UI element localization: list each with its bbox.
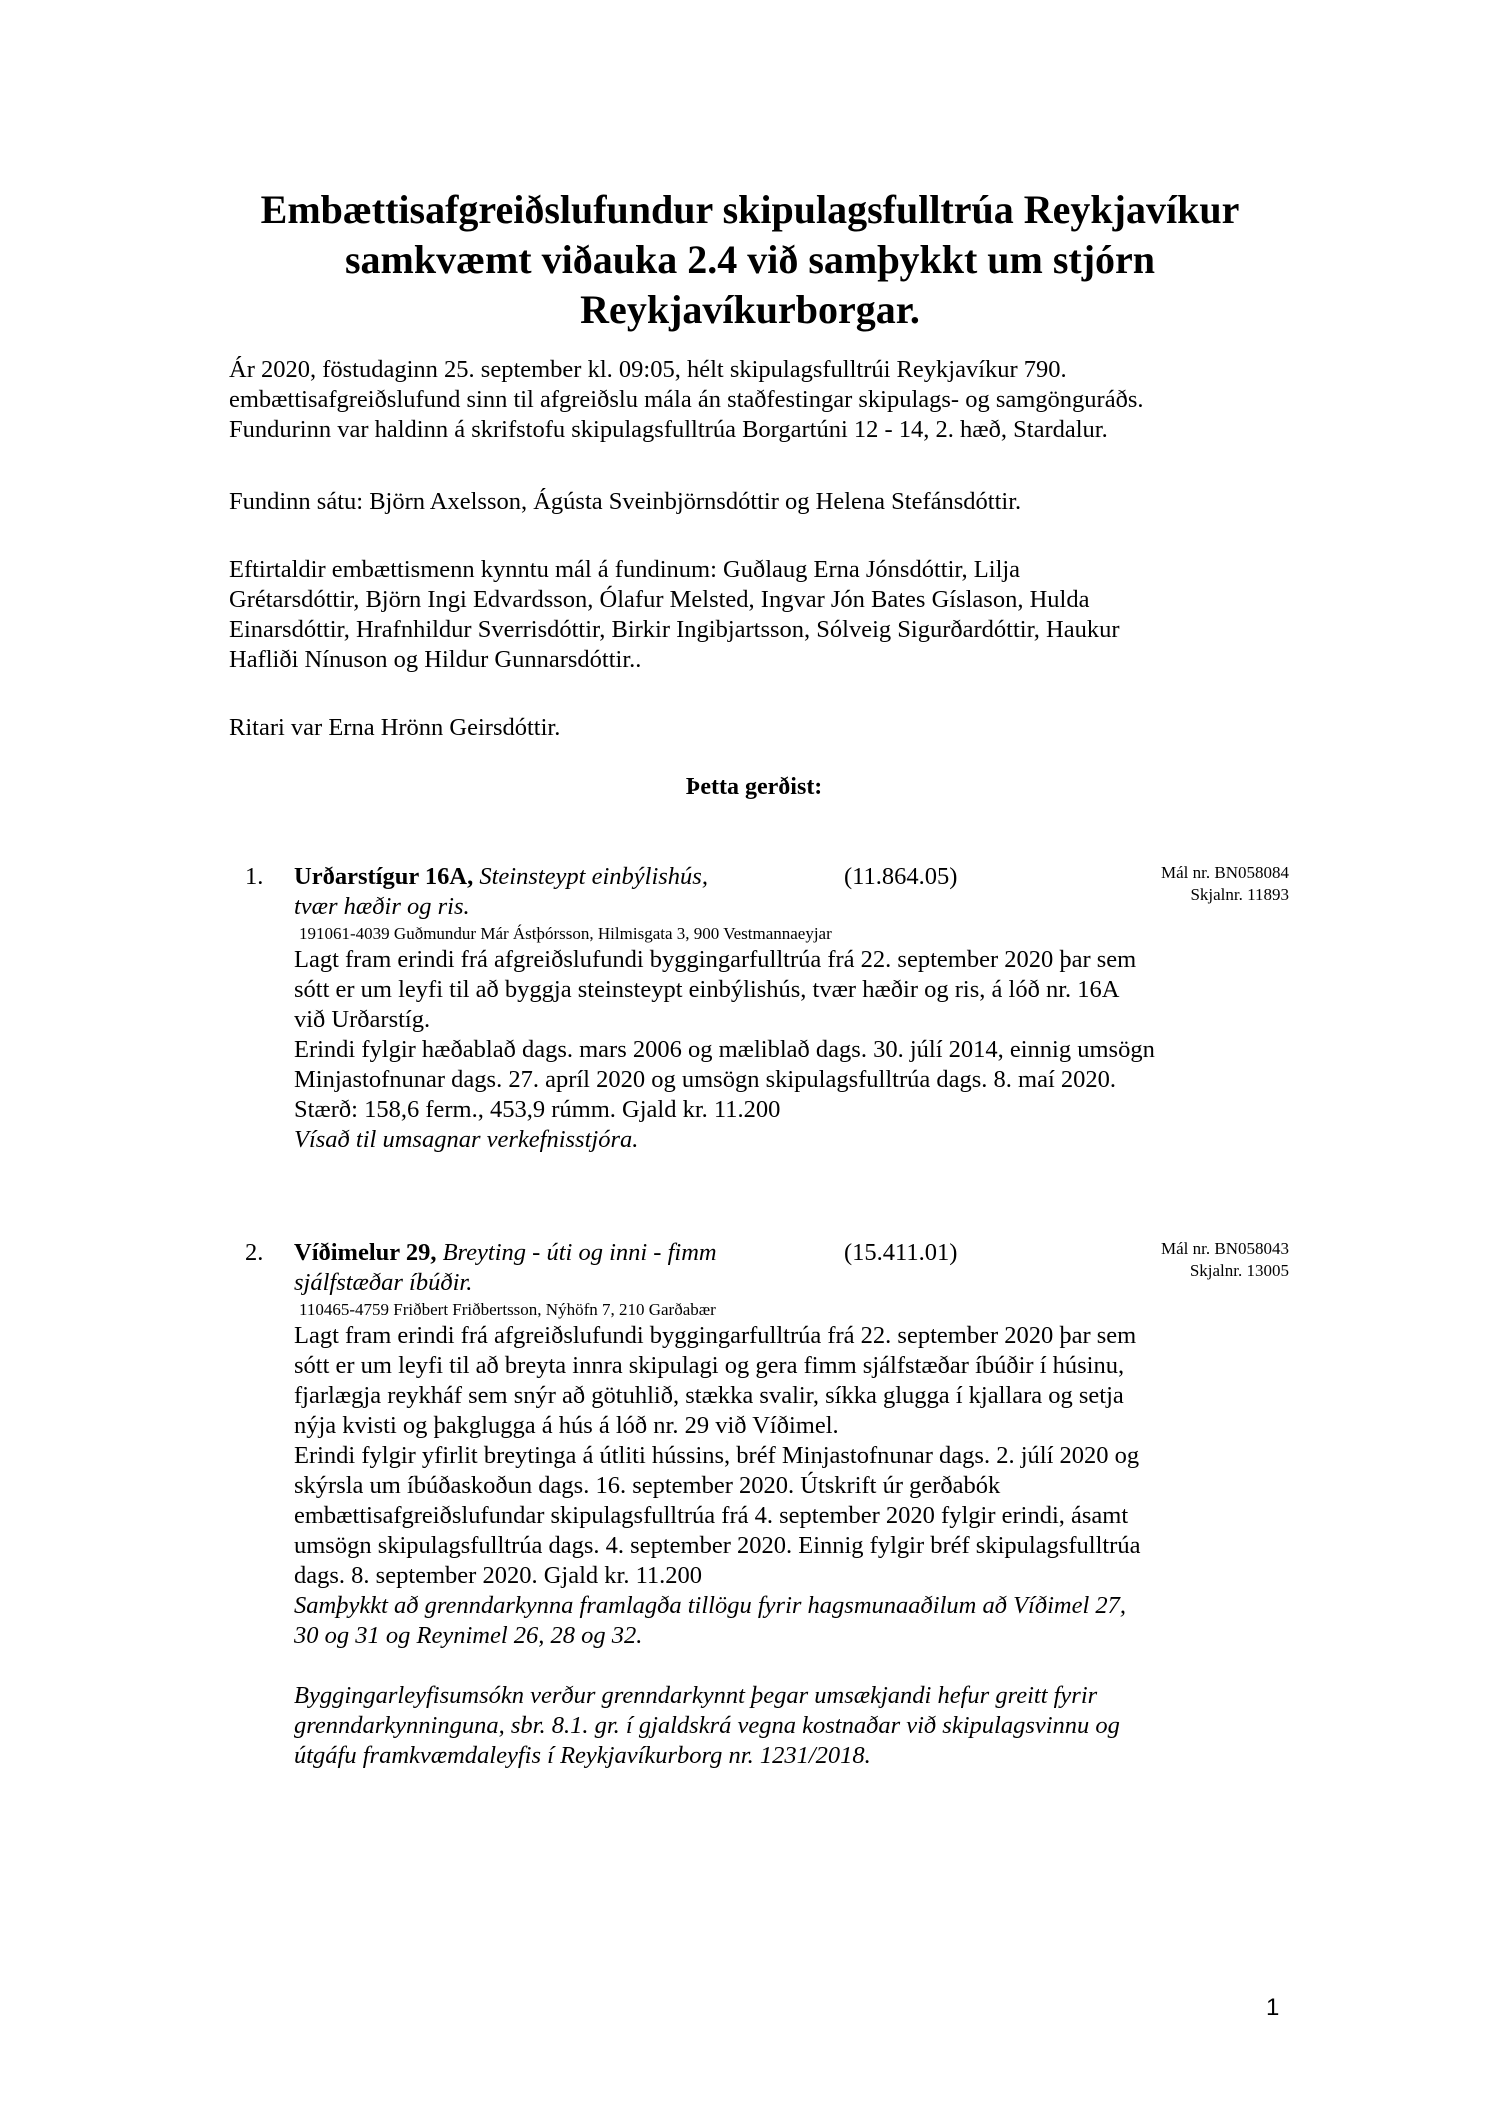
case-owner: 191061-4039 Guðmundur Már Ástþórsson, Hilmisgata 3, 900 Vestmannaeyjar	[299, 924, 832, 943]
case-line: Erindi fylgir hæðablað dags. mars 2006 og mæliblað dags. 30. júlí 2014, einnig umsögn	[294, 1036, 1155, 1063]
case-no: Mál nr. BN058084	[1161, 863, 1289, 882]
title-line: samkvæmt viðauka 2.4 við samþykkt um stjórn	[344, 237, 1156, 282]
case-no: Mál nr. BN058043	[1161, 1239, 1289, 1258]
case-line: sótt er um leyfi til að breyta innra skipulagi og gera fimm sjálfstæðar íbúðir í húsinu,	[294, 1352, 1125, 1379]
case-line: skýrsla um íbúðaskoðun dags. 16. september 2020. Útskrift úr gerðabók	[294, 1472, 1001, 1499]
secretary-paragraph: Ritari var Erna Hrönn Geirsdóttir.	[229, 714, 561, 741]
case-line: Stærð: 158,6 ferm., 453,9 rúmm. Gjald kr. 11.200	[294, 1096, 781, 1123]
case-address: Urðarstígur 16A,	[294, 863, 474, 890]
case-address: Víðimelur 29,	[294, 1239, 437, 1266]
intro-line: Ár 2020, föstudaginn 25. september kl. 09:05, hélt skipulagsfulltrúi Reykjavíkur 790.	[229, 356, 1067, 383]
case-decision: 30 og 31 og Reynimel 26, 28 og 32.	[294, 1622, 643, 1649]
officials-line: Eftirtaldir embættismenn kynntu mál á fundinum: Guðlaug Erna Jónsdóttir, Lilja	[229, 556, 1021, 583]
case-line: Minjastofnunar dags. 27. apríl 2020 og umsögn skipulagsfulltrúa dags. 8. maí 2020.	[294, 1066, 1117, 1093]
case-land-number: (15.411.01)	[844, 1239, 958, 1266]
intro-paragraph	[229, 355, 1309, 445]
case-reference	[1161, 1238, 1289, 1282]
case-description: Steinsteypt einbýlishús,	[479, 863, 708, 890]
spacer	[294, 1651, 1284, 1681]
case-line: Lagt fram erindi frá afgreiðslufundi byggingarfulltrúa frá 22. september 2020 þar sem	[294, 946, 1137, 973]
page-number: 1	[1266, 1994, 1280, 2021]
case-line: dags. 8. september 2020. Gjald kr. 11.200	[294, 1562, 703, 1589]
case-line: Lagt fram erindi frá afgreiðslufundi byggingarfulltrúa frá 22. september 2020 þar sem	[294, 1322, 1137, 1349]
doc-no: Skjalnr. 13005	[1189, 1261, 1289, 1280]
officials-paragraph	[229, 555, 1309, 675]
case-description: sjálfstæðar íbúðir.	[294, 1269, 473, 1296]
title-line: Reykjavíkurborgar.	[580, 287, 920, 332]
case-body	[294, 1321, 1284, 1771]
officials-line: Grétarsdóttir, Björn Ingi Edvardsson, Ólafur Melsted, Ingvar Jón Bates Gíslason, Hulda	[229, 586, 1090, 613]
case-line: fjarlægja reykháf sem snýr að götuhlið, stækka svalir, síkka glugga í kjallara og setja	[294, 1382, 1124, 1409]
intro-line: Fundurinn var haldinn á skrifstofu skipulagsfulltrúa Borgartúni 12 - 14, 2. hæð, Stardalur.	[229, 416, 1108, 443]
case-number: 1.	[245, 863, 264, 890]
case-body	[294, 945, 1284, 1155]
case-line: Erindi fylgir yfirlit breytinga á útliti hússins, bréf Minjastofnunar dags. 2. júlí 2020 og	[294, 1442, 1140, 1469]
officials-line: Einarsdóttir, Hrafnhildur Sverrisdóttir, Birkir Ingibjartsson, Sólveig Sigurðardóttir, Haukur	[229, 616, 1120, 643]
case-note: grenndarkynninguna, sbr. 8.1. gr. í gjaldskrá vegna kostnaðar við skipulagsvinnu og	[294, 1712, 1120, 1739]
section-heading: Þetta gerðist:	[685, 774, 823, 800]
title-line: Embættisafgreiðslufundur skipulagsfulltrúa Reykjavíkur	[260, 187, 1240, 232]
case-line: sótt er um leyfi til að byggja steinsteypt einbýlishús, tvær hæðir og ris, á lóð nr. 16A	[294, 976, 1120, 1003]
case-note: útgáfu framkvæmdaleyfis í Reykjavíkurborg nr. 1231/2018.	[294, 1742, 871, 1769]
attendees-paragraph: Fundinn sátu: Björn Axelsson, Ágústa Sveinbjörnsdóttir og Helena Stefánsdóttir.	[229, 488, 1022, 515]
page-title	[220, 185, 1280, 335]
case-line: við Urðarstíg.	[294, 1006, 431, 1033]
case-description: Breyting - úti og inni - fimm	[442, 1239, 717, 1266]
case-decision: Samþykkt að grenndarkynna framlagða tillögu fyrir hagsmunaaðilum að Víðimel 27,	[294, 1592, 1127, 1619]
case-note: Byggingarleyfisumsókn verður grenndarkynnt þegar umsækjandi hefur greitt fyrir	[294, 1682, 1098, 1709]
case-reference	[1161, 862, 1289, 906]
case-land-number: (11.864.05)	[844, 863, 958, 890]
case-line: embættisafgreiðslufundar skipulagsfulltrúa frá 4. september 2020 fylgir erindi, ásamt	[294, 1502, 1129, 1529]
case-number: 2.	[245, 1239, 264, 1266]
case-heading	[294, 862, 794, 922]
case-line: umsögn skipulagsfulltrúa dags. 4. september 2020. Einnig fylgir bréf skipulagsfulltrúa	[294, 1532, 1141, 1559]
case-owner: 110465-4759 Friðbert Friðbertsson, Nýhöfn 7, 210 Garðabær	[299, 1300, 716, 1319]
case-heading	[294, 1238, 794, 1298]
case-description: tvær hæðir og ris.	[294, 893, 470, 920]
intro-line: embættisafgreiðslufund sinn til afgreiðslu mála án staðfestingar skipulags- og samgönguráðs.	[229, 386, 1144, 413]
case-decision: Vísað til umsagnar verkefnisstjóra.	[294, 1126, 639, 1153]
case-line: nýja kvisti og þakglugga á hús á lóð nr. 29 við Víðimel.	[294, 1412, 839, 1439]
officials-line: Hafliði Nínuson og Hildur Gunnarsdóttir..	[229, 646, 642, 673]
doc-no: Skjalnr. 11893	[1190, 885, 1289, 904]
